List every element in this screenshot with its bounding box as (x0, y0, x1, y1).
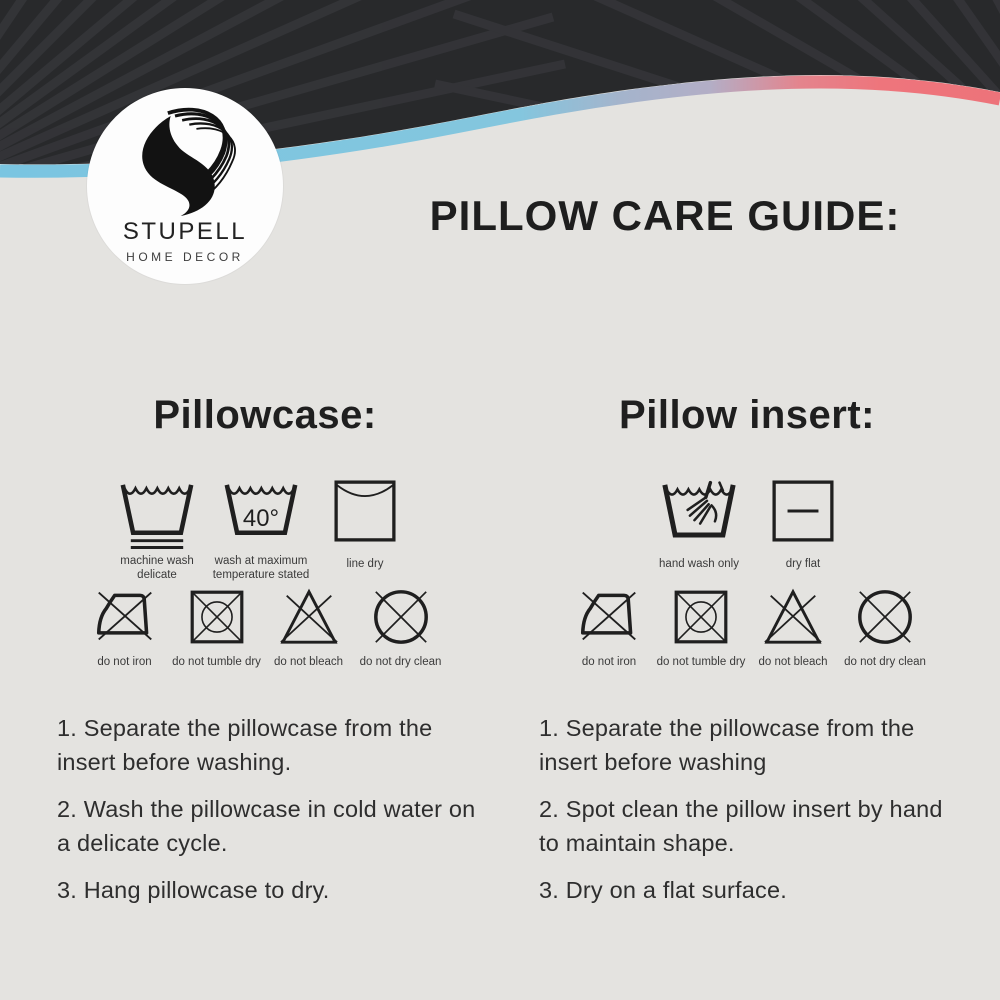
care-symbol-label: line dry (346, 558, 384, 570)
care-symbol-label: machine wash delicate (120, 555, 194, 582)
pillow-insert-wash-symbols (540, 478, 962, 582)
care-symbol-dry-flat (751, 478, 855, 582)
pillow-insert-warning-symbols (532, 586, 962, 670)
care-symbol-label: do not tumble dry (172, 656, 261, 668)
care-step: 1. Separate the pillowcase from the insert before washing. (57, 715, 433, 775)
care-symbol-label: do not iron (581, 656, 637, 668)
care-step: 2. Wash the pillowcase in cold water on a delicate cycle. (57, 796, 476, 856)
line-dry-icon (332, 478, 398, 544)
care-symbol-label: do not dry clean (844, 656, 926, 668)
machine-wash-delicate-icon (116, 478, 198, 551)
do-not-dry-clean-icon (851, 586, 919, 648)
care-symbol-label: do not bleach (758, 656, 828, 668)
pillowcase-warning-symbols (45, 586, 480, 670)
section-heading-pillow-insert: Pillow insert: (619, 393, 875, 437)
pillowcase-steps (50, 712, 482, 908)
wash-temperature-value: 40° (242, 504, 280, 532)
care-symbol-do-not-tumble-dry (171, 586, 263, 670)
stupell-s-swirl-icon (113, 96, 257, 216)
care-symbol-machine-wash-delicate (105, 478, 209, 582)
do-not-dry-clean-icon (367, 586, 435, 648)
care-symbol-do-not-bleach (747, 586, 839, 670)
care-symbol-label: wash at maximum temperature stated (212, 555, 310, 582)
care-step: 2. Spot clean the pillow insert by hand to maintain shape. (539, 796, 943, 856)
pillow-insert-section (532, 392, 962, 922)
care-symbol-do-not-bleach (263, 586, 355, 670)
pillow-insert-steps (532, 712, 964, 908)
care-symbol-wash-max-temperature (209, 478, 313, 582)
pillowcase-wash-symbols (42, 478, 480, 582)
care-symbol-label: do not tumble dry (656, 656, 746, 668)
care-symbol-do-not-iron (563, 586, 655, 670)
do-not-tumble-dry-icon (186, 586, 248, 648)
care-symbol-label: dry flat (785, 558, 821, 570)
care-step: 1. Separate the pillowcase from the insert before washing (539, 715, 915, 775)
wash-max-temperature-icon (220, 478, 302, 551)
care-symbol-do-not-dry-clean (839, 586, 931, 670)
do-not-iron-icon (92, 586, 158, 646)
care-step: 3. Hang pillowcase to dry. (57, 877, 330, 903)
care-symbol-do-not-tumble-dry (655, 586, 747, 670)
care-symbol-label: do not bleach (273, 656, 344, 668)
dry-flat-icon (770, 478, 836, 544)
do-not-bleach-icon (275, 586, 343, 648)
page-title: PILLOW CARE GUIDE: (429, 192, 901, 239)
care-symbol-line-dry (313, 478, 417, 582)
do-not-bleach-icon (759, 586, 827, 648)
brand-tagline: HOME DECOR (126, 250, 244, 264)
care-symbol-hand-wash-only (647, 478, 751, 582)
care-symbol-do-not-iron (79, 586, 171, 670)
care-symbol-label: do not iron (97, 656, 152, 668)
brand-name: STUPELL (122, 218, 248, 245)
care-symbol-label: do not dry clean (359, 656, 442, 668)
section-heading-pillowcase: Pillowcase: (153, 393, 377, 437)
do-not-tumble-dry-icon (670, 586, 732, 648)
brand-logo (87, 88, 283, 284)
care-symbol-label: hand wash only (659, 558, 739, 570)
pillowcase-section (50, 392, 480, 922)
hand-wash-only-icon (658, 478, 740, 551)
care-symbol-do-not-dry-clean (355, 586, 447, 670)
do-not-iron-icon (576, 586, 642, 646)
care-step: 3. Dry on a flat surface. (539, 877, 787, 903)
